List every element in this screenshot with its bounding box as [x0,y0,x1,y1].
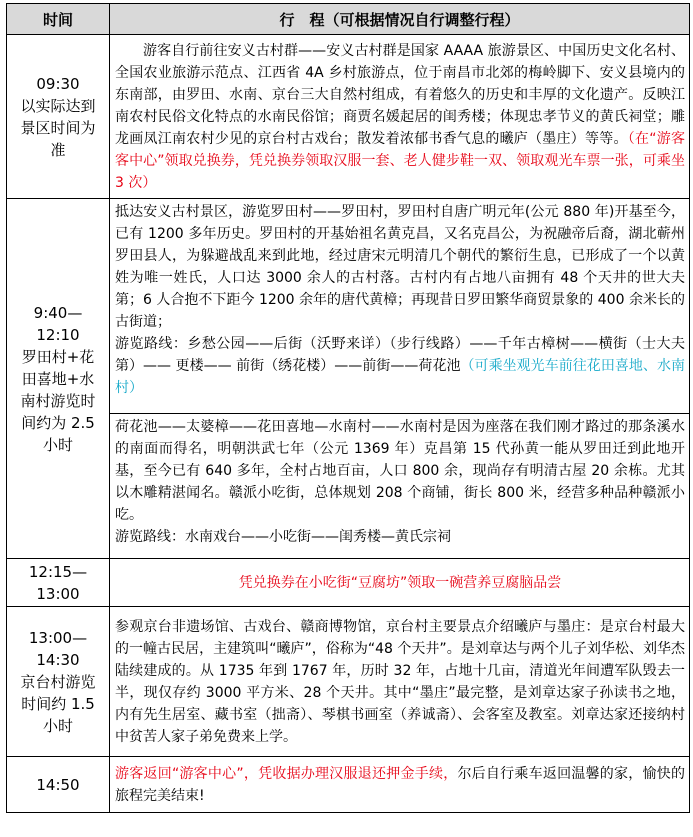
time-cell: 12:15— 13:00 [7,559,110,607]
jingtai-text: 参观京台非遗场馆、古戏台、赣商博物馆，京台村主要景点介绍曦庐与墨庄：是京台村最大的一幢古民居，主建筑叫“曦庐”，俗称为“48 个天井”。是刘章达与两个儿子刘华松、刘华杰陆续建成的。从 1735 年到 1767 年，历时 32 年，占地十几亩，清道光年间遭军队毁去一半，现仅存约 3000 平方米、28 个天井。其中“墨庄”最完整，是刘章达家子孙读书之地，内有先生居室、藏书室（拙斋）、琴棋书画室（养诚斋）、会客室及教室。刘章达家还接纳村中贫苦人家子弟免费来上学。 [115,618,685,745]
route-text: 游览路线：水南戏台——小吃街——闺秀楼—黄氏宗祠 [115,529,451,545]
time-cell: 09:30 以实际达到 景区时间为 准 [7,35,110,199]
time-cell: 14:50 [7,757,110,813]
shuttle-note: （可乘坐观光车前往花田喜地、水南村） [115,358,685,396]
route-text: 游览路线：乡愁公园——后街（沃野来详）（步行线路）——千年古樟树——横街（士大夫第）—— 更楼—— 前街（绣花楼）——前街——荷花池 [115,336,685,374]
itinerary-cell [110,607,690,757]
itinerary-cell [110,35,690,199]
header-itinerary: 行 程（可根据情况自行调整行程） [110,4,690,35]
table-row [7,607,690,757]
itinerary-cell [110,199,690,559]
itinerary-cell [110,757,690,813]
itinerary-table [6,3,690,813]
shuinan-text: 荷花池——太婆樟——花田喜地—水南村——水南村是因为座落在我们刚才路过的那条溪水的南面而得名，明朝洪武七年（公元 1369 年）克昌第 15 代孙黄一能从罗田迁到此地开基，至今已有 640 多年，全村占地百亩，人口 800 余，现尚存有明清古屋 20 余栋。尤其以木雕精湛闻名。赣派小吃街，总体规划 208 个商铺，街长 800 米，经营多种品种赣派小吃。 [115,419,685,523]
table-row [7,199,690,559]
tofu-note: 凭兑换券在小吃街“豆腐坊”领取一碗营养豆腐脑品尝 [110,559,690,607]
return-note: 游客返回“游客中心”，凭收据办理汉服退还押金手续， [115,765,458,782]
header-row [7,4,690,35]
table-row [7,35,690,199]
time-cell: 13:00— 14:30 京台村游览 时间约 1.5 小时 [7,607,110,757]
luotian-text: 抵达安义古村景区，游览罗田村——罗田村，罗田村自唐广明元年(公元 880 年)开基至今，已有 1200 多年历史。罗田村的开基始祖名黄克昌，又名克昌公，为祝融帝后裔，湖北蕲州罗田县人，为躲避战乱来到此地，经过唐宋元明清几个朝代的繁衍生息，已形成了一个以黄姓为唯一姓氏，人口达 3000 余人的古村落。古村内有占地八亩拥有 48 个天井的世大夫第；6 人合抱不下距今 1200 余年的唐代黄樟；再现昔日罗田繁华商贸景象的 400 余米长的古街道； [115,204,685,330]
table-row [7,559,690,607]
shuinan-block [110,413,689,558]
itinerary-text: 游客自行前往安义古村群——安义古村群是国家 AAAA 旅游景区、中国历史文化名村、全国农业旅游示范点、江西省 4A 乡村旅游点，位于南昌市北郊的梅岭脚下、安义县境内的东南部，由罗田、水南、京台三大自然村组成，有着悠久的历史和丰厚的文化遗产。反映江南农村民俗文化特点的水南民俗馆；商贾名媛起居的闺秀楼；体现忠孝节义的黄氏祠堂；雕龙画凤江南农村少见的京台村古戏台；散发着浓郁书香气息的曦庐（墨庄）等等。 [115,42,685,147]
header-time: 时间 [7,4,110,35]
voucher-note: （在“游客客中心”领取兑换券，凭兑换券领取汉服一套、老人健步鞋一双、领取观光车票一张，可乘坐 3 次） [115,130,685,191]
farewell-text: 尔后自行乘车返回温馨的家，愉快的旅程完美结束! [115,765,685,804]
table-row [7,757,690,813]
luotian-block [110,199,689,413]
time-cell: 9:40— 12:10 罗田村+花 田喜地+水 南村游览时 间约为 2.5 小时 [7,199,110,559]
